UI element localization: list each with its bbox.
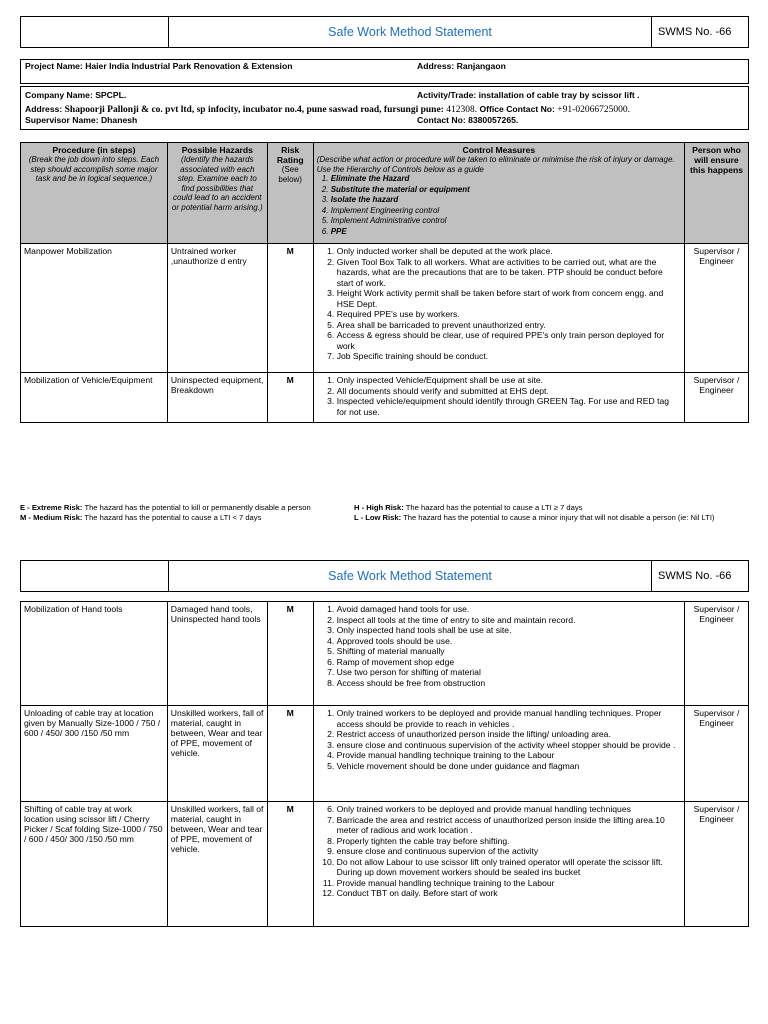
hazards-cell: Uninspected equipment, Breakdown xyxy=(167,373,267,423)
person-cell: Supervisor / Engineer xyxy=(685,706,749,802)
hazards-cell: Damaged hand tools, Uninspected hand tools xyxy=(167,602,267,706)
list-item: 2. Given Tool Box Talk to all workers. What are activities to be carried out, what are the hazards, what are the precautions that are to be taken. PTP should be conduct before start of work. xyxy=(337,257,681,289)
swms-table-1 xyxy=(20,142,749,423)
list-item: 6. Access & egress should be clear, use of required PPE's only train person deployed for work xyxy=(337,330,681,351)
list-item: 4. Approved tools should be use. xyxy=(337,636,681,647)
risk-cell: M xyxy=(267,802,313,927)
list-item: 5. Vehicle movement should be done under guidance and flagman xyxy=(337,761,681,772)
hazards-header: Possible Hazards (Identify the hazards associated with each step. Examine each to find possibilities that could lead to an accident or potential harm arising.) xyxy=(167,143,267,244)
list-item: 4. Required PPE's use by workers. xyxy=(337,309,681,320)
person-cell: Supervisor / Engineer xyxy=(685,602,749,706)
list-item: 8. Access should be free from obstruction xyxy=(337,678,681,689)
person-header: Person who will ensure this happens xyxy=(685,143,749,244)
project-info-box xyxy=(20,59,749,84)
list-item: 8. Properly tighten the cable tray before shifting. xyxy=(337,836,681,847)
legend-low: L - Low Risk: The hazard has the potential to cause a minor injury that will not disable a person (ie: Nil LTI) xyxy=(354,513,715,522)
procedure-cell: Unloading of cable tray at location given by Manually Size-1000 / 750 / 600 / 450/ 300 /150 /50 mm xyxy=(21,706,168,802)
person-cell: Supervisor / Engineer xyxy=(685,373,749,423)
list-item: 3. Height Work activity permit shall be taken before start of work from concern engg. and HSE Dept. xyxy=(337,288,681,309)
person-cell: Supervisor / Engineer xyxy=(685,802,749,927)
list-item: 5. Area shall be barricaded to prevent unauthorized entry. xyxy=(337,320,681,331)
list-item: 10. Do not allow Labour to use scissor lift only trained operator will operate the scissor lift. During up down movement workers should be sealed ins bucket xyxy=(337,857,681,878)
table-row xyxy=(21,706,749,802)
swms-table-2 xyxy=(20,601,749,927)
table-header-row xyxy=(21,143,749,244)
person-cell: Supervisor / Engineer xyxy=(685,244,749,373)
company-name: Company Name: SPCPL. xyxy=(25,90,127,100)
contact-number: Contact No: 8380057265. xyxy=(417,115,519,125)
risk-cell: M xyxy=(267,244,313,373)
risk-legend-right xyxy=(354,503,754,523)
controls-list xyxy=(317,804,681,899)
list-item: 3. Inspected vehicle/equipment should identify through GREEN Tag. For use and RED tag for not use. xyxy=(337,396,681,417)
hazards-cell: Untrained worker ,unauthorize d entry xyxy=(167,244,267,373)
list-item: 5. Shifting of material manually xyxy=(337,646,681,657)
list-item: 12. Conduct TBT on daily. Before start of work xyxy=(337,888,681,899)
risk-cell: M xyxy=(267,373,313,423)
header-blank-cell xyxy=(21,17,169,48)
procedure-cell: Shifting of cable tray at work location using scissor lift / Cherry Picker / Scaf folding Size-1000 / 750 / 600 / 450/ 300 /150 /50 mm xyxy=(21,802,168,927)
list-item: 7. Barricade the area and restrict access of unauthorized person inside the lifting area.10 meter of radious and work location . xyxy=(337,815,681,836)
list-item: 1. Only inducted worker shall be deputed at the work place. xyxy=(337,246,681,257)
company-info-box xyxy=(20,86,749,130)
control-header: Control Measures (Describe what action or procedure will be taken to eliminate or minimise the risk of injury or damage. Use the Hierarchy of Controls below as a guide 1. Eliminate the Hazard 2. Substitute the material or equipment 3. Isolate the hazard 4. Implement Engineering control 5. Implement Administrative control 6. PPE xyxy=(313,143,684,244)
company-address: Address: Shapoorji Pallonji & co. pvt ltd, sp infocity, incubator no.4, pune saswad road, fursungi pune: 412308. Office Contact No: +91-02066725000. xyxy=(25,104,630,115)
list-item: 6. Ramp of movement shop edge xyxy=(337,657,681,668)
list-item: 9. ensure close and continuous supervion of the activity xyxy=(337,846,681,857)
swms-header-1 xyxy=(20,16,749,48)
table-row xyxy=(21,373,749,423)
list-item: 1. Only trained workers to be deployed and provide manual handling techniques. Proper access should be provide to reach in vehicles . xyxy=(337,708,681,729)
supervisor-name: Supervisor Name: Dhanesh xyxy=(25,115,138,125)
list-item: 1. Only inspected Vehicle/Equipment shall be use at site. xyxy=(337,375,681,386)
page-title: Safe Work Method Statement xyxy=(169,561,652,592)
list-item: 1. Avoid damaged hand tools for use. xyxy=(337,604,681,615)
swms-number: SWMS No. -66 xyxy=(652,17,749,48)
list-item: 7. Use two person for shifting of material xyxy=(337,667,681,678)
project-address: Address: Ranjangaon xyxy=(417,61,506,71)
risk-legend-left xyxy=(20,503,350,523)
list-item: 6. Only trained workers to be deployed and provide manual handling techniques xyxy=(337,804,681,815)
procedure-cell: Manpower Mobilization xyxy=(21,244,168,373)
list-item: 3. ensure close and continuous supervision of the activity wheel stopper should be provide . xyxy=(337,740,681,751)
procedure-cell: Mobilization of Vehicle/Equipment xyxy=(21,373,168,423)
controls-cell xyxy=(313,244,684,373)
list-item: 2. All documents should verify and submitted at EHS dept. xyxy=(337,386,681,397)
hazards-cell: Unskilled workers, fall of material, caught in between, Wear and tear of PPE, movement of vehicle. xyxy=(167,802,267,927)
legend-high: H - High Risk: The hazard has the potential to cause a LTI ≥ 7 days xyxy=(354,503,583,512)
swms-number: SWMS No. -66 xyxy=(652,561,749,592)
controls-cell xyxy=(313,706,684,802)
controls-cell xyxy=(313,373,684,423)
list-item: 7. Job Specific training should be conduct. xyxy=(337,351,681,362)
controls-cell xyxy=(313,602,684,706)
controls-cell xyxy=(313,802,684,927)
page-title: Safe Work Method Statement xyxy=(169,17,652,48)
risk-cell: M xyxy=(267,602,313,706)
list-item: 3. Only inspected hand tools shall be use at site. xyxy=(337,625,681,636)
procedure-cell: Mobilization of Hand tools xyxy=(21,602,168,706)
list-item: 2. Inspect all tools at the time of entry to site and maintain record. xyxy=(337,615,681,626)
table-row xyxy=(21,602,749,706)
table-row xyxy=(21,244,749,373)
activity-trade: Activity/Trade: installation of cable tray by scissor lift . xyxy=(417,90,640,100)
swms-header-2 xyxy=(20,560,749,592)
procedure-header: Procedure (in steps) (Break the job down into steps. Each step should accomplish some major task and be in logical sequence.) xyxy=(21,143,168,244)
controls-list xyxy=(317,375,681,417)
list-item: 4. Provide manual handling technique training to the Labour xyxy=(337,750,681,761)
list-item: 11. Provide manual handling technique training to the Labour xyxy=(337,878,681,889)
project-name: Project Name: Haier India Industrial Park Renovation & Extension xyxy=(25,61,293,71)
risk-cell: M xyxy=(267,706,313,802)
table-row xyxy=(21,802,749,927)
list-item: 2. Restrict access of unauthorized person inside the lifting/ unloading area. xyxy=(337,729,681,740)
controls-list xyxy=(317,246,681,362)
controls-list xyxy=(317,708,681,771)
risk-header: Risk Rating (See below) xyxy=(267,143,313,244)
header-blank-cell xyxy=(21,561,169,592)
legend-extreme: E - Extreme Risk: The hazard has the potential to kill or permanently disable a person xyxy=(20,503,311,512)
hierarchy-of-controls: 1. Eliminate the Hazard 2. Substitute the material or equipment 3. Isolate the hazard 4. Implement Engineering control 5. Implement Administrative control 6. PPE xyxy=(317,174,681,237)
controls-list xyxy=(317,604,681,688)
hazards-cell: Unskilled workers, fall of material, caught in between, Wear and tear of PPE, movement of vehicle. xyxy=(167,706,267,802)
legend-medium: M - Medium Risk: The hazard has the potential to cause a LTI < 7 days xyxy=(20,513,262,522)
